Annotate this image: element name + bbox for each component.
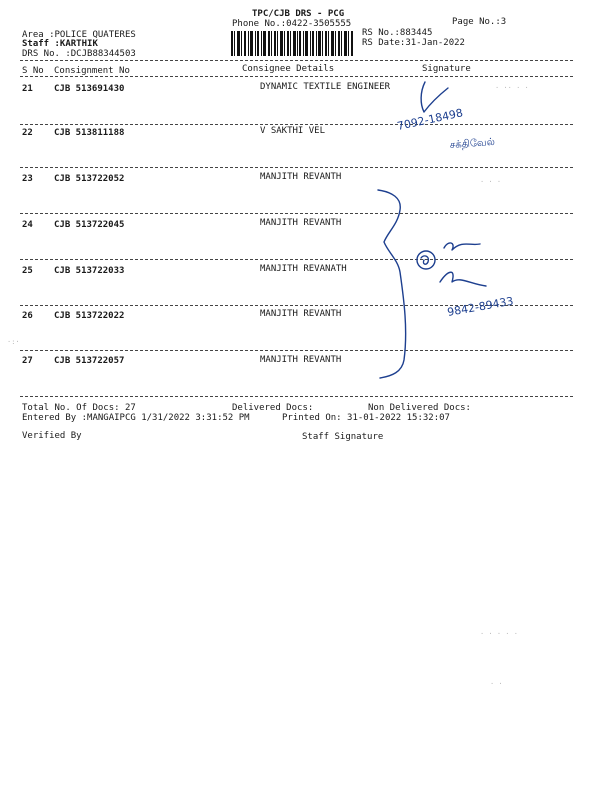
rs-date: RS Date:31-Jan-2022 [362,38,465,48]
document-title: TPC/CJB DRS - PCG [252,9,345,19]
row-consignee: V SAKTHI VEL [260,126,326,136]
page-number: Page No.:3 [452,17,507,27]
row-sno: 24 [22,220,33,230]
verified-by: Verified By [22,431,82,441]
row-consignment: CJB 513811188 [54,128,125,138]
row-consignment: CJB 513722045 [54,220,125,230]
row-consignee: MANJITH REVANTH [260,172,342,182]
drs-number: DRS No. :DCJB88344503 [22,49,136,59]
row-consignee: MANJITH REVANTH [260,218,342,228]
entered-by: Entered By :MANGAIPCG 1/31/2022 3:31:52 PM [22,413,250,423]
area: Area :POLICE QUATERES [22,30,136,40]
handwritten-phone-2: 9842-89433 [446,294,515,319]
scan-speck: · · · [480,178,502,186]
row-consignee: MANJITH REVANTH [260,309,342,319]
row-consignment: CJB 513722057 [54,356,125,366]
handwritten-phone-1: 7092-18498 [395,106,465,133]
rs-number: RS No.:883445 [362,28,433,38]
row-consignment: CJB 513722033 [54,266,125,276]
handwritten-signatures [370,70,570,390]
column-signature: Signature [422,64,471,74]
row-sno: 21 [22,84,33,94]
row-consignment: CJB 513691430 [54,84,125,94]
row-consignment: CJB 513722052 [54,174,125,184]
row-sno: 22 [22,128,33,138]
row-consignee: MANJITH REVANATH [260,264,347,274]
printed-on: Printed On: 31-01-2022 15:32:07 [282,413,450,423]
scan-speck: · · [490,680,503,688]
total-docs: Total No. Of Docs: 27 [22,403,136,413]
row-sno: 23 [22,174,33,184]
header-divider-top [20,60,573,61]
row-sno: 25 [22,266,33,276]
barcode [231,31,353,56]
row-sno: 27 [22,356,33,366]
scan-speck: ·:· [7,338,20,346]
row-divider [20,396,573,397]
handwritten-name: சக்திவேல் [449,136,496,151]
row-consignee: DYNAMIC TEXTILE ENGINEER [260,82,391,92]
staff: Staff :KARTHIK [22,39,98,49]
delivered-docs: Delivered Docs: [232,403,314,413]
column-consignment: Consignment No [54,66,130,76]
column-consignee: Consignee Details [242,64,335,74]
row-sno: 26 [22,311,33,321]
row-consignee: MANJITH REVANTH [260,355,342,365]
scan-speck: · ·· · · [495,84,529,92]
column-sno: S No [22,66,44,76]
non-delivered-docs: Non Delivered Docs: [368,403,471,413]
phone-number: Phone No.:0422-3505555 [232,19,352,29]
row-consignment: CJB 513722022 [54,311,125,321]
staff-signature-label: Staff Signature [302,432,384,442]
scan-speck: · · · · · [480,630,518,638]
